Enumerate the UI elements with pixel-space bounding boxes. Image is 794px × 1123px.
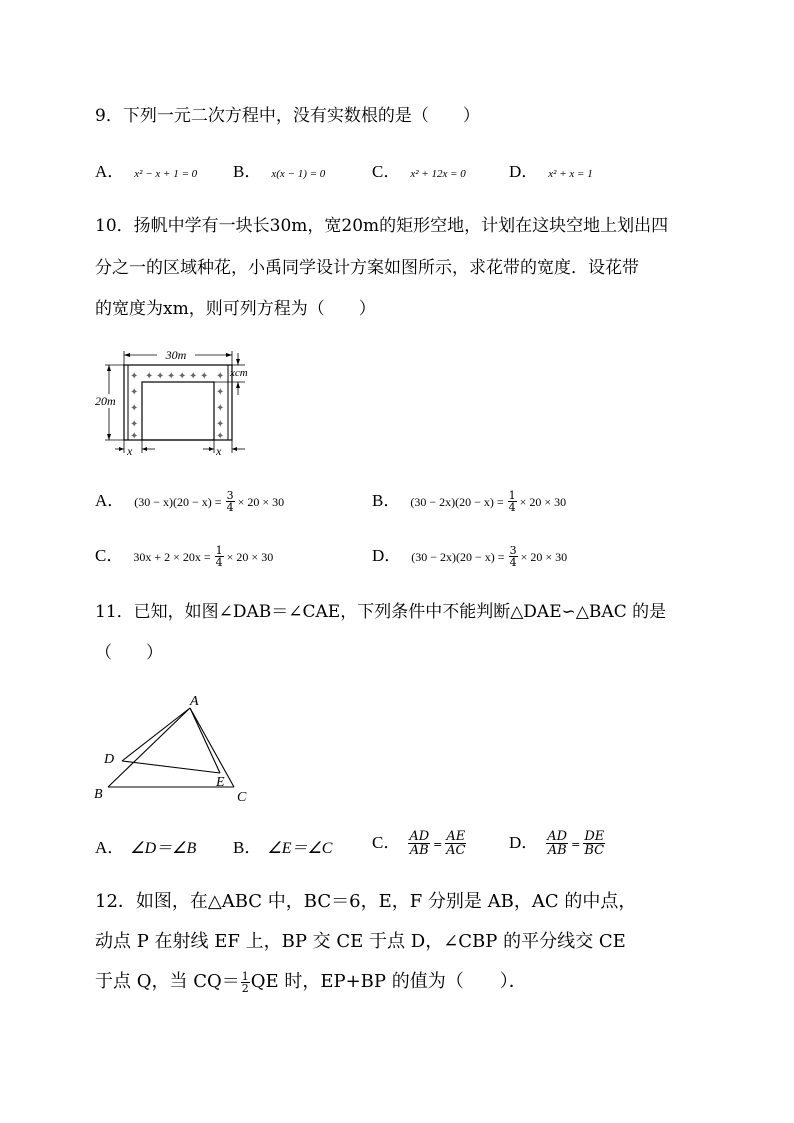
svg-text:✦: ✦ — [216, 371, 225, 382]
q10-label-xcm: xcm — [230, 367, 248, 379]
svg-text:✦: ✦ — [130, 403, 139, 414]
q10-garden-figure — [95, 345, 265, 460]
q11-point-e: E — [216, 775, 225, 790]
svg-text:✦: ✦ — [216, 431, 225, 442]
q9-option-b: B． x(x − 1) = 0 — [233, 162, 326, 181]
q11-stem-line1: 11．已知，如图∠DAB＝∠CAE，下列条件中不能判断△DAE∽△BAC 的是 — [95, 602, 667, 622]
q11-option-a: A． ∠D＝∠B — [95, 838, 197, 857]
svg-text:✦: ✦ — [216, 403, 225, 414]
q10-option-b: B． (30 − 2x)(20 − x) = $\frac{1}{4}$ × 20 × 30 — [372, 489, 567, 514]
q10-label-x-left: x — [127, 444, 133, 458]
q11-point-d: D — [104, 752, 115, 767]
q11-point-a: A — [190, 694, 199, 709]
svg-text:✦: ✦ — [130, 387, 139, 398]
q10-stem-line2: 分之一的区域种花，小禹同学设计方案如图所示，求花带的宽度．设花带 — [95, 258, 639, 278]
q11-stem-line2: （ ） — [95, 643, 163, 663]
svg-text:✦: ✦ — [216, 387, 225, 398]
svg-text:✦: ✦ — [200, 371, 209, 382]
q9-stem: 9．下列一元二次方程中，没有实数根的是（ ） — [95, 106, 480, 126]
q10-option-c: C． 30x + 2 × 20x = $\frac{1}{4}$ × 20 × 30 — [95, 544, 274, 569]
q12-stem-line3: 于点 Q，当 CQ＝ $\frac{1}{2}$ QE 时，EP+BP 的值为（ ）． — [95, 969, 527, 995]
inner-rect — [142, 382, 214, 440]
q10-label-30m: 30m — [165, 348, 187, 362]
q11-option-b: B． ∠E＝∠C — [233, 838, 333, 857]
q9-option-a: A． x² − x + 1 = 0 — [95, 162, 198, 181]
svg-text:✦: ✦ — [130, 431, 139, 442]
q10-label-20m: 20m — [95, 394, 116, 408]
q10-stem-line3: 的宽度为xm，则可列方程为（ ） — [95, 299, 376, 319]
q10-stem-line1: 10．扬帆中学有一块长30m，宽20m的矩形空地，计划在这块空地上划出四 — [95, 216, 669, 236]
q9-option-d: D． x² + x = 1 — [509, 162, 593, 181]
q10-label-x-right: x — [216, 444, 222, 458]
q9-option-c: C． x² + 12x = 0 — [372, 162, 466, 181]
svg-text:✦: ✦ — [178, 371, 187, 382]
q11-option-c: C． $\frac{AD}{AB}$ = $\frac{AE}{AC}$ — [372, 829, 466, 858]
svg-text:✦: ✦ — [189, 371, 198, 382]
svg-text:✦: ✦ — [130, 419, 139, 430]
q11-option-d: D． $\frac{AD}{AB}$ = $\frac{DE}{BC}$ — [509, 829, 605, 858]
svg-text:✦: ✦ — [216, 419, 225, 430]
svg-text:✦: ✦ — [156, 371, 165, 382]
q11-point-c: C — [237, 790, 247, 805]
q12-stem-line1: 12．如图，在△ABC 中，BC＝6，E，F 分别是 AB，AC 的中点， — [95, 891, 637, 912]
svg-text:✦: ✦ — [145, 371, 154, 382]
q11-triangle-figure — [90, 690, 260, 810]
svg-text:✦: ✦ — [130, 371, 139, 382]
q10-option-d: D． (30 − 2x)(20 − x) = $\frac{3}{4}$ × 20 × 30 — [372, 544, 568, 569]
q12-stem-line2: 动点 P 在射线 EF 上，BP 交 CE 于点 D，∠CBP 的平分线交 CE — [95, 931, 626, 952]
svg-text:✦: ✦ — [167, 371, 176, 382]
q11-point-b: B — [94, 787, 103, 802]
q10-option-a: A． (30 − x)(20 − x) = $\frac{3}{4}$ × 20 × 30 — [95, 489, 285, 514]
